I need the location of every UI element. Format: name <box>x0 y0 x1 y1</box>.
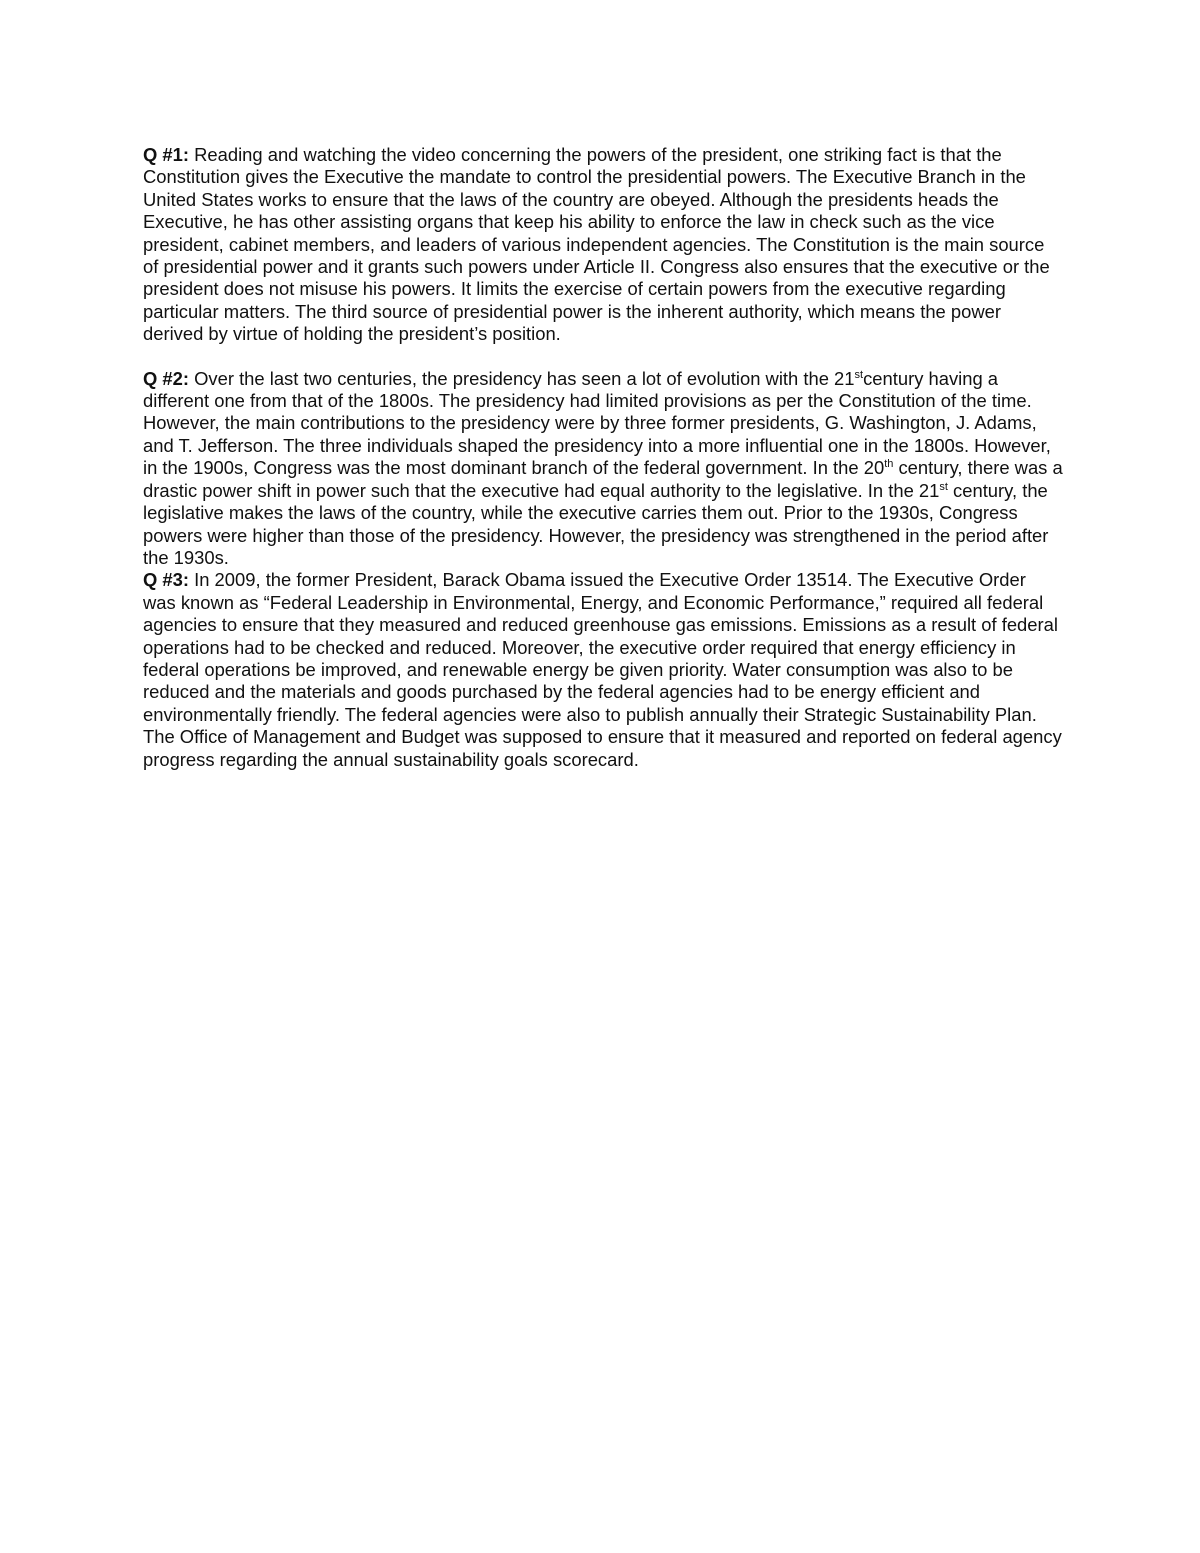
answer-text: century having a different one from that of the 1800s. The presidency had limited provisions as per the Constitution of the time. However, the main contributions to the presidency were by three former presidents, G. Washington, J. Adams, and T. Jefferson. The three individuals shaped the presidency into a more influential one in the 1800s. However, in the 1900s, Congress was the most dominant branch of the federal government. In the 20 <box>143 367 1051 479</box>
question-label: Q #3: <box>143 569 189 591</box>
document-body <box>143 144 1063 771</box>
answer-text: In 2009, the former President, Barack Obama issued the Executive Order 13514. The Executive Order was known as “Federal Leadership in Environmental, Energy, and Economic Performance,” required all federal agencies to ensure that they measured and reduced greenhouse gas emissions. Emissions as a result of federal operations had to be checked and reduced. Moreover, the executive order required that energy efficiency in federal operations be improved, and renewable energy be given priority. Water consumption was also to be reduced and the materials and goods purchased by the federal agencies had to be energy efficient and environmentally friendly. The federal agencies were also to publish annually their Strategic Sustainability Plan. The Office of Management and Budget was supposed to ensure that it measured and reported on federal agency progress regarding the annual sustainability goals scorecard. <box>143 569 1062 770</box>
answer-text: Over the last two centuries, the presidency has seen a lot of evolution with the 21 <box>189 367 855 389</box>
question-label: Q #2: <box>143 367 189 389</box>
ordinal-superscript: st <box>939 480 948 493</box>
answer-q3 <box>143 569 1063 771</box>
answer-q1 <box>143 144 1063 346</box>
ordinal-superscript: st <box>854 368 864 381</box>
answer-q2 <box>143 368 1063 570</box>
answer-text: century, there was a drastic power shift in power such that the executive had equal authority to the legislative. In the 21 <box>143 457 1063 501</box>
ordinal-superscript: th <box>884 458 894 471</box>
question-label: Q #1: <box>143 144 189 165</box>
answer-text: century, the legislative makes the laws of the country, while the executive carries them out. Prior to the 1930s, Congress powers were higher than those of the presidency. However, the presidency was strengthened in the period after the 1930s. <box>143 479 1049 568</box>
answer-text: Reading and watching the video concerning the powers of the president, one striking fact is that the Constitution gives the Executive the mandate to control the presidential powers. The Executive Branch in the United States works to ensure that the laws of the country are obeyed. Although the presidents heads the Executive, he has other assisting organs that keep his ability to enforce the law in check such as the vice president, cabinet members, and leaders of various independent agencies. The Constitution is the main source of presidential power and it grants such powers under Article II. Congress also ensures that the executive or the president does not misuse his powers. It limits the exercise of certain powers from the executive regarding particular matters. The third source of presidential power is the inherent authority, which means the power derived by virtue of holding the president’s position. <box>143 144 1050 345</box>
